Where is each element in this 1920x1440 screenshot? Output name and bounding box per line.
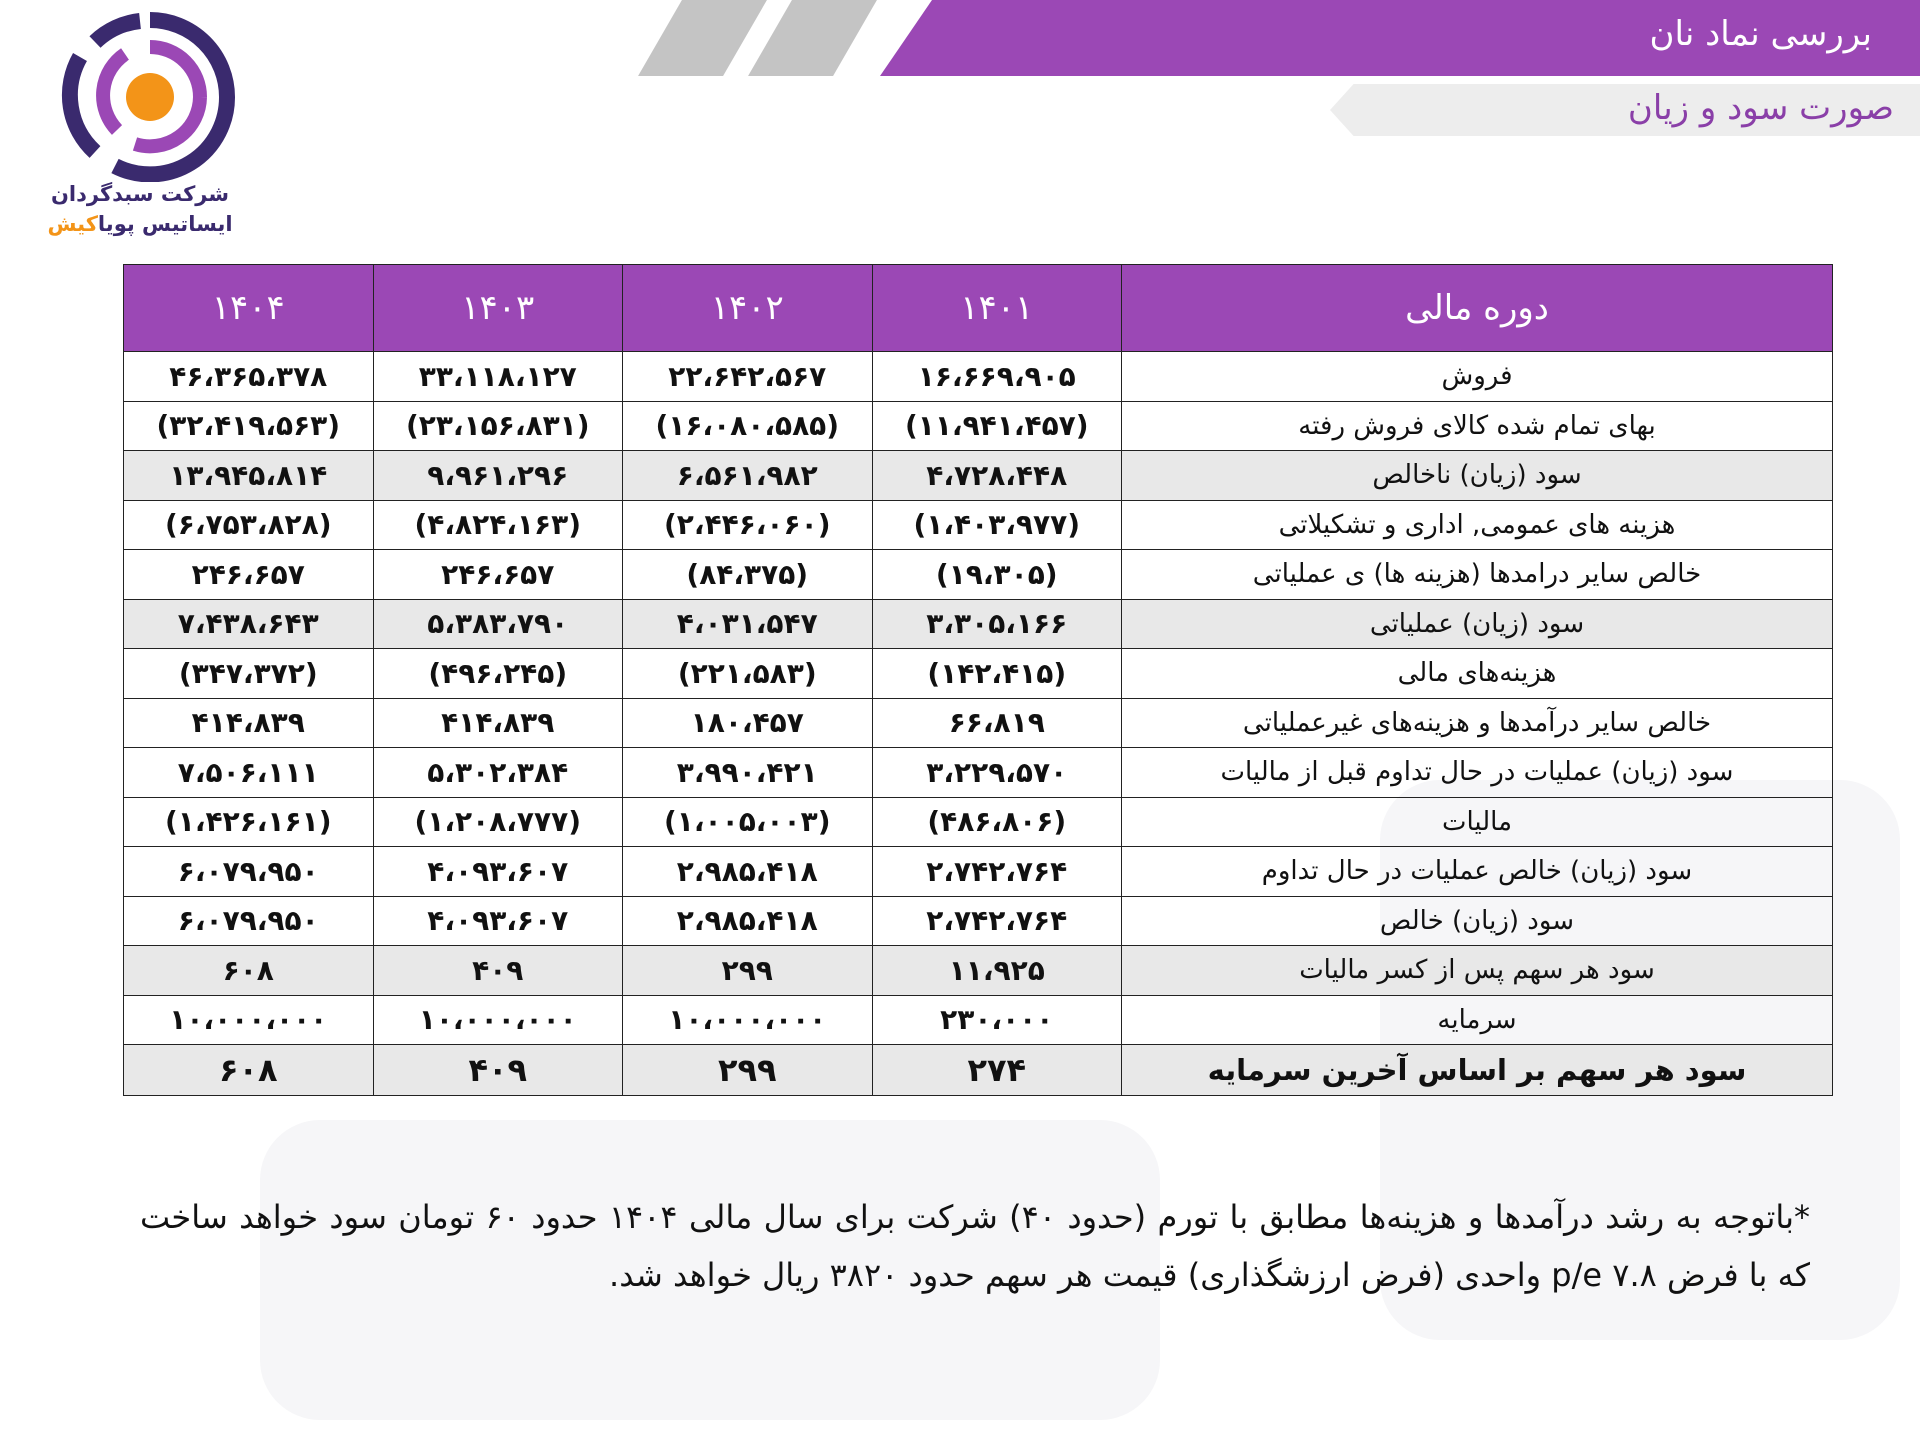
row-value: ۹،۹۶۱،۲۹۶ [373, 451, 623, 501]
row-value: ۲،۷۴۲،۷۶۴ [872, 847, 1122, 897]
row-value: ۶۰۸ [124, 1045, 374, 1096]
row-value: ۴،۰۹۳،۶۰۷ [373, 896, 623, 946]
logo-text-accent: کیش [47, 212, 98, 236]
row-label: سود هر سهم بر اساس آخرین سرمایه [1122, 1045, 1833, 1096]
row-value: (۴۸۶،۸۰۶) [872, 797, 1122, 847]
row-value: ۳،۲۲۹،۵۷۰ [872, 748, 1122, 798]
row-value: (۱۴۲،۴۱۵) [872, 649, 1122, 699]
header-year: ۱۴۰۲ [623, 265, 873, 352]
header-stripe [638, 0, 767, 76]
row-value: ۴۶،۳۶۵،۳۷۸ [124, 352, 374, 402]
table-row [124, 896, 1833, 946]
logo-text-line1: شرکت سبدگردان [51, 182, 229, 206]
row-value: ۱۰،۰۰۰،۰۰۰ [623, 995, 873, 1045]
row-value: ۱۱،۹۲۵ [872, 946, 1122, 996]
row-value: (۱۹،۳۰۵) [872, 550, 1122, 600]
row-value: ۵،۳۰۲،۳۸۴ [373, 748, 623, 798]
row-value: (۳۲،۴۱۹،۵۶۳) [124, 401, 374, 451]
row-value: (۲۳،۱۵۶،۸۳۱) [373, 401, 623, 451]
table-row [124, 550, 1833, 600]
row-value: ۲۲،۶۴۲،۵۶۷ [623, 352, 873, 402]
row-value: (۲،۴۴۶،۰۶۰) [623, 500, 873, 550]
logo-text-name: ایساتیس پویا [97, 212, 233, 236]
row-label: خالص سایر درآمدها و هزینه‌های غیرعملیاتی [1122, 698, 1833, 748]
row-label: هزینه‌های مالی [1122, 649, 1833, 699]
page-title: بررسی نماد نان [1649, 14, 1872, 54]
row-value: ۱۰،۰۰۰،۰۰۰ [124, 995, 374, 1045]
row-value: ۴۱۴،۸۳۹ [373, 698, 623, 748]
table-row [124, 748, 1833, 798]
table-row [124, 946, 1833, 996]
row-value: ۴۱۴،۸۳۹ [124, 698, 374, 748]
row-value: (۱،۰۰۵،۰۰۳) [623, 797, 873, 847]
row-value: ۴،۰۳۱،۵۴۷ [623, 599, 873, 649]
row-value: ۲،۹۸۵،۴۱۸ [623, 896, 873, 946]
row-value: ۲۳۰،۰۰۰ [872, 995, 1122, 1045]
row-label: سود (زیان) خالص [1122, 896, 1833, 946]
row-label: فروش [1122, 352, 1833, 402]
row-value: ۶،۰۷۹،۹۵۰ [124, 847, 374, 897]
row-value: ۷،۴۳۸،۶۴۳ [124, 599, 374, 649]
row-value: ۳،۳۰۵،۱۶۶ [872, 599, 1122, 649]
row-value: (۶،۷۵۳،۸۲۸) [124, 500, 374, 550]
table-row [124, 500, 1833, 550]
row-label: سرمایه [1122, 995, 1833, 1045]
row-label: بهای تمام شده کالای فروش رفته [1122, 401, 1833, 451]
table-row [124, 451, 1833, 501]
table-row [124, 649, 1833, 699]
row-value: (۲۲۱،۵۸۳) [623, 649, 873, 699]
header-period: دوره مالی [1122, 265, 1833, 352]
row-value: ۴،۰۹۳،۶۰۷ [373, 847, 623, 897]
row-value: ۱۸۰،۴۵۷ [623, 698, 873, 748]
row-value: ۴۰۹ [373, 946, 623, 996]
row-value: ۳،۹۹۰،۴۲۱ [623, 748, 873, 798]
row-value: ۶۰۸ [124, 946, 374, 996]
row-value: (۱،۴۲۶،۱۶۱) [124, 797, 374, 847]
row-label: سود (زیان) عملیات در حال تداوم قبل از مالیات [1122, 748, 1833, 798]
table-row [124, 401, 1833, 451]
header-year: ۱۴۰۴ [124, 265, 374, 352]
table-header-row [124, 265, 1833, 352]
row-value: ۱۰،۰۰۰،۰۰۰ [373, 995, 623, 1045]
row-value: ۱۶،۶۶۹،۹۰۵ [872, 352, 1122, 402]
row-value: ۵،۳۸۳،۷۹۰ [373, 599, 623, 649]
row-value: (۱،۴۰۳،۹۷۷) [872, 500, 1122, 550]
row-label: هزینه های عمومی, اداری و تشکیلاتی [1122, 500, 1833, 550]
table-row [124, 599, 1833, 649]
table-row [124, 797, 1833, 847]
header-year: ۱۴۰۱ [872, 265, 1122, 352]
row-value: (۴،۸۲۴،۱۶۳) [373, 500, 623, 550]
table-row [124, 995, 1833, 1045]
row-value: (۸۴،۳۷۵) [623, 550, 873, 600]
row-value: (۳۴۷،۳۷۲) [124, 649, 374, 699]
row-label: مالیات [1122, 797, 1833, 847]
page-subtitle: صورت سود و زیان [1627, 88, 1894, 128]
row-value: ۲۴۶،۶۵۷ [373, 550, 623, 600]
row-label: سود (زیان) عملیاتی [1122, 599, 1833, 649]
header-stripe [748, 0, 877, 76]
row-value: (۱۶،۰۸۰،۵۸۵) [623, 401, 873, 451]
row-value: ۱۳،۹۴۵،۸۱۴ [124, 451, 374, 501]
row-value: (۱۱،۹۴۱،۴۵۷) [872, 401, 1122, 451]
table-row [124, 847, 1833, 897]
row-value: ۲۷۴ [872, 1045, 1122, 1096]
row-value: ۳۳،۱۱۸،۱۲۷ [373, 352, 623, 402]
footnote: *باتوجه به رشد درآمدها و هزینه‌ها مطابق با تورم (حدود ۴۰) شرکت برای سال مالی ۱۴۰۴ حدود ۶۰ تومان سود خواهد ساخت که با فرض p/e ۷.۸ واحدی (فرض ارزشگذاری) قیمت هر سهم حدود ۳۸۲۰ ریال خواهد شد. [140, 1198, 1811, 1294]
table-row [124, 698, 1833, 748]
row-value: ۶،۵۶۱،۹۸۲ [623, 451, 873, 501]
row-label: خالص سایر درامدها (هزینه ها) ی عملیاتی [1122, 550, 1833, 600]
row-value: ۲۹۹ [623, 1045, 873, 1096]
row-value: ۴،۷۲۸،۴۴۸ [872, 451, 1122, 501]
row-value: ۴۰۹ [373, 1045, 623, 1096]
table-row [124, 1045, 1833, 1096]
income-statement-table [123, 264, 1833, 1096]
table-row [124, 352, 1833, 402]
row-value: ۶۶،۸۱۹ [872, 698, 1122, 748]
row-value: ۷،۵۰۶،۱۱۱ [124, 748, 374, 798]
row-value: ۲۴۶،۶۵۷ [124, 550, 374, 600]
row-value: ۲،۷۴۲،۷۶۴ [872, 896, 1122, 946]
row-label: سود (زیان) ناخالص [1122, 451, 1833, 501]
row-label: سود هر سهم پس از کسر مالیات [1122, 946, 1833, 996]
row-value: (۱،۲۰۸،۷۷۷) [373, 797, 623, 847]
row-label: سود (زیان) خالص عملیات در حال تداوم [1122, 847, 1833, 897]
row-value: (۴۹۶،۲۴۵) [373, 649, 623, 699]
logo-text-line2 [20, 212, 260, 236]
row-value: ۲،۹۸۵،۴۱۸ [623, 847, 873, 897]
row-value: ۲۹۹ [623, 946, 873, 996]
header-year: ۱۴۰۳ [373, 265, 623, 352]
row-value: ۶،۰۷۹،۹۵۰ [124, 896, 374, 946]
company-logo [55, 12, 245, 182]
